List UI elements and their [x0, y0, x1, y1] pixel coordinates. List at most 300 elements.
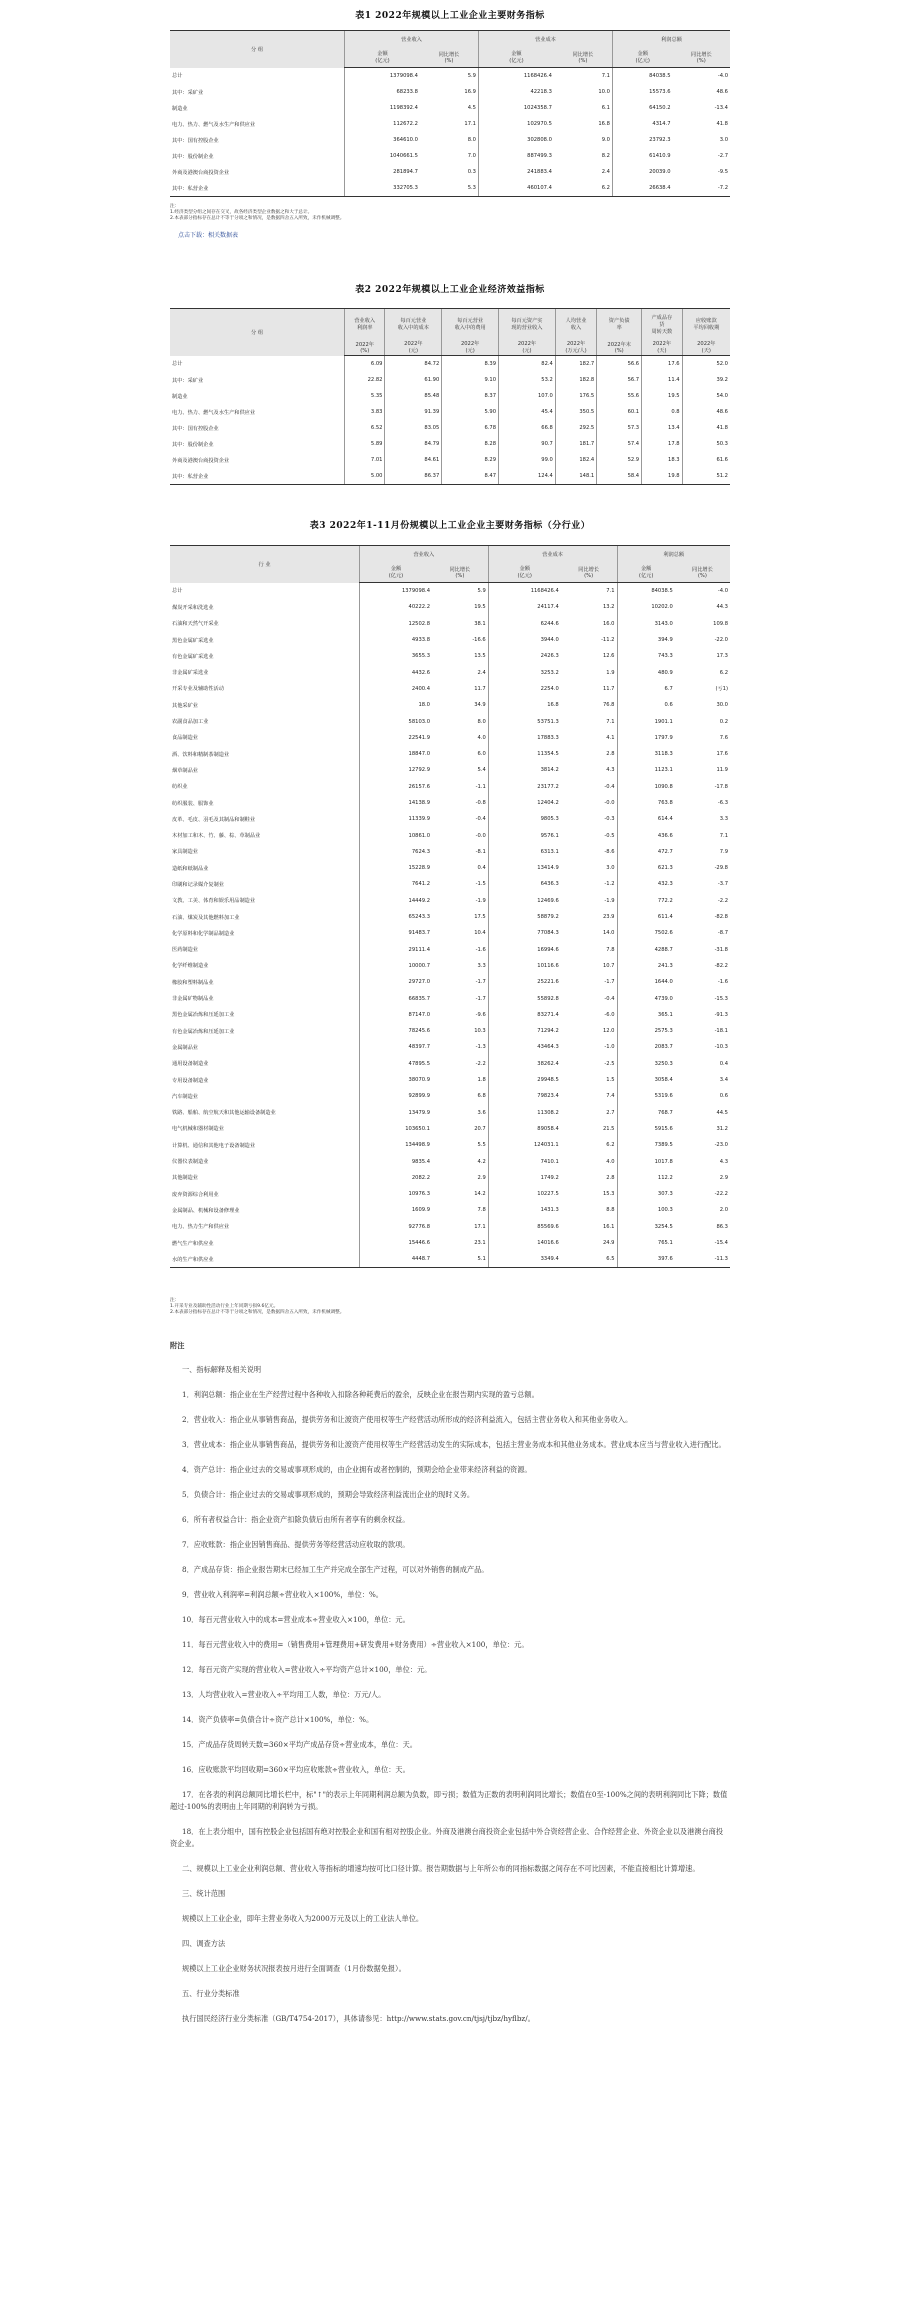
- cell-value: 5.1: [432, 1251, 488, 1268]
- row-label: 外商及港澳台商投资企业: [172, 457, 230, 464]
- cell-value: 1431.3: [488, 1202, 561, 1218]
- row-label: 金属制品、机械和设备修理业: [172, 1207, 240, 1214]
- cell-value: 15446.6: [360, 1235, 433, 1251]
- cell-value: 38262.4: [488, 1056, 561, 1072]
- table1-col-head: 分 组: [170, 31, 345, 68]
- table-row: [170, 404, 730, 420]
- cell-value: 83271.4: [488, 1007, 561, 1023]
- table2-unit: 2022年末 (%): [597, 339, 642, 356]
- cell-value: 18.3: [642, 452, 682, 468]
- cell-value: 64150.2: [612, 100, 672, 116]
- cell-value: -2.2: [717, 897, 728, 904]
- cell-value: -82.8: [714, 914, 728, 921]
- cell-value: -1.7: [475, 979, 486, 986]
- table2-head: 产成品存 货 周转天数: [642, 309, 682, 340]
- cell-value: 48.6: [682, 404, 730, 420]
- cell-value: 43464.3: [488, 1039, 561, 1055]
- cell-value: 2.9: [719, 1174, 728, 1181]
- table3-group-head: 利润总额: [617, 546, 730, 563]
- cell-value: -8.7: [717, 930, 728, 937]
- table-row: [170, 420, 730, 436]
- cell-value: 16994.6: [488, 942, 561, 958]
- table-row: [170, 1202, 730, 1218]
- cell-value: 12404.2: [488, 795, 561, 811]
- cell-value: 86.37: [385, 468, 442, 485]
- cell-value: 4739.0: [617, 990, 675, 1006]
- cell-value: 13414.9: [488, 860, 561, 876]
- cell-value: -2.5: [604, 1060, 615, 1067]
- download-link[interactable]: 点击下载：相关数据表: [178, 232, 239, 239]
- cell-value: 5.00: [345, 468, 385, 485]
- cell-value: 17.5: [474, 914, 486, 921]
- cell-value: 79823.4: [488, 1088, 561, 1104]
- row-label: 计算机、通信和其他电子设备制造业: [172, 1142, 256, 1149]
- table-row: [170, 468, 730, 485]
- annex-paragraph: 17．在各表的利润总额同比增长栏中，标"↑"的表示上年同期利润总额为负数，即亏损；数值为正数的表明利润同比增长；数值在0至-100%之间的表明利润同比下降；数值超过-100%的表明由上年同期的利润转为亏损。: [170, 1790, 728, 1811]
- cell-value: 102970.5: [478, 116, 553, 132]
- cell-value: -4.0: [717, 73, 728, 79]
- row-label: 烟草制品业: [172, 767, 198, 774]
- cell-value: 19.5: [474, 604, 486, 611]
- cell-value: 765.1: [617, 1235, 675, 1251]
- cell-value: 61410.9: [612, 148, 672, 164]
- row-label: 农副食品加工业: [172, 719, 209, 726]
- row-label: 医药制造业: [172, 947, 198, 954]
- cell-value: 3143.0: [617, 616, 675, 632]
- row-label: 木材加工和木、竹、藤、棕、草制品业: [172, 833, 261, 840]
- table-row: [170, 746, 730, 762]
- table-row: [170, 876, 730, 892]
- cell-value: 148.1: [555, 468, 596, 485]
- table-row: [170, 990, 730, 1006]
- cell-value: 65243.3: [360, 909, 433, 925]
- cell-value: 86.3: [716, 1223, 728, 1230]
- cell-value: -1.6: [717, 979, 728, 986]
- table2-head: 应收账款 平均回收期: [682, 309, 730, 340]
- row-label: 汽车制造业: [172, 1093, 198, 1100]
- row-label: 家具制造业: [172, 849, 198, 856]
- cell-value: 7.01: [345, 452, 385, 468]
- cell-value: 12502.8: [360, 616, 433, 632]
- row-label: 非金属矿物制品业: [172, 996, 214, 1003]
- table-row: [170, 860, 730, 876]
- cell-value: 3.4: [719, 1077, 728, 1084]
- cell-value: 58.4: [597, 468, 642, 485]
- table-row: [170, 681, 730, 697]
- row-label: 造纸和纸制品业: [172, 865, 209, 872]
- cell-value: 20039.0: [612, 164, 672, 180]
- cell-value: 3118.3: [617, 746, 675, 762]
- cell-value: 7.0: [467, 153, 476, 159]
- table1-group-head: 营业收入: [345, 31, 479, 48]
- cell-value: 182.7: [555, 356, 596, 373]
- cell-value: 23.9: [602, 914, 615, 921]
- cell-value: 16.1: [602, 1223, 615, 1230]
- table2-col-head: 分 组: [170, 309, 345, 356]
- table2-unit: 2022年 (元): [385, 339, 442, 356]
- cell-value: 55.6: [597, 388, 642, 404]
- cell-value: 10861.0: [360, 827, 433, 843]
- cell-value: -17.8: [714, 783, 728, 790]
- cell-value: 89058.4: [488, 1121, 561, 1137]
- table2-head: 每百元资产实 现的营业收入: [499, 309, 556, 340]
- table1-group-head: 营业成本: [478, 31, 612, 48]
- table-row: [170, 116, 730, 132]
- cell-value: -2.2: [475, 1060, 486, 1067]
- cell-value: 1040661.5: [345, 148, 420, 164]
- cell-value: 58879.2: [488, 909, 561, 925]
- row-label: 皮革、毛皮、羽毛及其制品和制鞋业: [172, 816, 256, 823]
- cell-value: 292.5: [555, 420, 596, 436]
- cell-value: 17.8: [642, 436, 682, 452]
- cell-value: 17.3: [716, 653, 728, 660]
- cell-value: 8.37: [442, 388, 499, 404]
- cell-value: 241883.4: [478, 164, 553, 180]
- cell-value: 365.1: [617, 1007, 675, 1023]
- cell-value: -1.7: [604, 979, 615, 986]
- cell-value: 21.5: [602, 1125, 615, 1132]
- row-label: 其中：股份制企业: [172, 153, 214, 160]
- row-label: 电力、热力生产和供应业: [172, 1224, 230, 1231]
- cell-value: 39.2: [682, 372, 730, 388]
- table-row: [170, 1153, 730, 1169]
- cell-value: 3655.3: [360, 648, 433, 664]
- cell-value: 18847.0: [360, 746, 433, 762]
- note-line: 2.本表部分指标存在总计不等于分项之和情况，是数据四舍五入所致，未作机械调整。: [170, 1310, 345, 1315]
- cell-value: 2.9: [477, 1174, 486, 1181]
- cell-value: 2082.2: [360, 1170, 433, 1186]
- table-row: [170, 100, 730, 116]
- row-label: 其中：私营企业: [170, 180, 345, 197]
- annex-paragraph: 16．应收账款平均回收期=360×平均应收账款÷营业收入，单位：天。: [182, 1765, 410, 1774]
- row-label: 石油和天然气开采业: [172, 621, 219, 628]
- table1-title: 表1 2022年规模以上工业企业主要财务指标: [355, 11, 545, 21]
- cell-value: 26638.4: [612, 180, 672, 197]
- cell-value: 45.4: [499, 404, 556, 420]
- cell-value: 23792.3: [612, 132, 672, 148]
- cell-value: 55892.8: [488, 990, 561, 1006]
- table-row: [170, 762, 730, 778]
- cell-value: 7.1: [601, 73, 610, 79]
- cell-value: 7.4: [606, 1093, 615, 1100]
- table3-notes: [170, 1298, 730, 1316]
- table-row: [170, 148, 730, 164]
- cell-value: 19.5: [642, 388, 682, 404]
- row-label: 纺织服装、服饰业: [172, 800, 214, 807]
- row-label: 酒、饮料和精制茶制造业: [172, 751, 230, 758]
- table-row: [170, 1186, 730, 1202]
- cell-value: -91.3: [714, 1011, 728, 1018]
- row-label: 煤炭开采和洗选业: [172, 604, 214, 611]
- table-row: [170, 583, 730, 600]
- row-label: 橡胶和塑料制品业: [172, 979, 214, 986]
- cell-value: 76.8: [602, 702, 615, 709]
- cell-value: 6.0: [477, 751, 486, 758]
- cell-value: 53751.3: [488, 713, 561, 729]
- cell-value: 6244.6: [488, 616, 561, 632]
- cell-value: 8.47: [442, 468, 499, 485]
- row-label: 其他采矿业: [172, 702, 198, 709]
- table3-sub-head: 同比增长 (%): [675, 562, 730, 583]
- cell-value: 57.4: [597, 436, 642, 452]
- cell-value: 4.0: [477, 734, 486, 741]
- table-row: [170, 1007, 730, 1023]
- table-row: [170, 616, 730, 632]
- row-label: 纺织业: [172, 784, 188, 791]
- annex-paragraph: 四、调查方法: [182, 1939, 226, 1948]
- cell-value: 4288.7: [617, 942, 675, 958]
- cell-value: 3814.2: [488, 762, 561, 778]
- cell-value: 83.05: [385, 420, 442, 436]
- cell-value: 22.82: [345, 372, 385, 388]
- cell-value: 17.1: [464, 121, 476, 127]
- cell-value: -29.8: [714, 865, 728, 872]
- note-line: 1.开采专业及辅助性活动行业上年同期亏损9.6亿元。: [170, 1304, 279, 1309]
- cell-value: 109.8: [713, 620, 728, 627]
- annex-paragraph: 15．产成品存货周转天数=360×平均产成品存货÷营业成本，单位：天。: [182, 1740, 417, 1749]
- cell-value: 1198392.4: [345, 100, 420, 116]
- table-row: [170, 1219, 730, 1235]
- table1-sub-head: 金额 (亿元): [612, 47, 672, 68]
- cell-value: 10.4: [474, 930, 486, 937]
- cell-value: -0.4: [604, 995, 615, 1002]
- cell-value: 2083.7: [617, 1039, 675, 1055]
- cell-value: 53.2: [499, 372, 556, 388]
- cell-value: 20.7: [474, 1125, 486, 1132]
- cell-value: 8.28: [442, 436, 499, 452]
- cell-value: 1.5: [606, 1077, 615, 1084]
- cell-value: 332705.3: [345, 180, 420, 197]
- cell-value: 15.3: [602, 1191, 615, 1198]
- cell-value: 50.3: [682, 436, 730, 452]
- cell-value: 38.1: [474, 620, 486, 627]
- cell-value: 2.0: [719, 1207, 728, 1214]
- cell-value: 6313.1: [488, 844, 561, 860]
- cell-value: 0.6: [617, 697, 675, 713]
- cell-value: 11308.2: [488, 1105, 561, 1121]
- table-row: [170, 632, 730, 648]
- cell-value: 12469.6: [488, 893, 561, 909]
- cell-value: 350.5: [555, 404, 596, 420]
- table3: [170, 545, 730, 1268]
- cell-value: 71294.2: [488, 1023, 561, 1039]
- cell-value: 7624.3: [360, 844, 433, 860]
- table-row: [170, 388, 730, 404]
- cell-value: 17.6: [642, 356, 682, 373]
- cell-value: 29727.0: [360, 974, 433, 990]
- cell-value: 7.1: [606, 588, 615, 595]
- table2-unit: 2022年 (元): [442, 339, 499, 356]
- cell-value: -1.9: [475, 897, 486, 904]
- table3-sub-head: 金额 (亿元): [360, 562, 433, 583]
- cell-value: 4.5: [467, 105, 476, 111]
- cell-value: -9.5: [717, 169, 728, 175]
- table2-unit: 2022年 (万元/人): [555, 339, 596, 356]
- table-row: [170, 958, 730, 974]
- cell-value: 0.8: [642, 404, 682, 420]
- table2-head: 每百元营业 收入中的费用: [442, 309, 499, 340]
- cell-value: 2254.0: [488, 681, 561, 697]
- row-label: 水的生产和供应业: [170, 1251, 360, 1268]
- table-row: [170, 974, 730, 990]
- cell-value: 743.3: [617, 648, 675, 664]
- table-row: [170, 180, 730, 197]
- cell-value: -2.7: [717, 153, 728, 159]
- cell-value: 13.4: [642, 420, 682, 436]
- cell-value: 1609.9: [360, 1202, 433, 1218]
- cell-value: 4.3: [606, 767, 615, 774]
- annex-paragraph: 18．在上表分组中，国有控股企业包括国有绝对控股企业和国有相对控股企业。外商及港澳台商投资企业包括中外合资经营企业、合作经营企业、外资企业以及港澳台商投资企业。: [170, 1827, 724, 1848]
- annex-paragraph: 9．营业收入利润率=利润总额÷营业收入×100%，单位：%。: [182, 1590, 383, 1599]
- table3-sub-head: 金额 (亿元): [617, 562, 675, 583]
- table-row: [170, 1039, 730, 1055]
- cell-value: 9805.3: [488, 811, 561, 827]
- cell-value: 614.4: [617, 811, 675, 827]
- table-row: [170, 164, 730, 180]
- cell-value: 6.2: [719, 669, 728, 676]
- cell-value: 480.9: [617, 664, 675, 680]
- annex-paragraph: 3．营业成本：指企业从事销售商品，提供劳务和让渡资产使用权等生产经营活动发生的实际成本，包括主营业务成本和其他业务成本。营业成本应当与营业收入进行配比。: [182, 1440, 726, 1449]
- table-row: [170, 795, 730, 811]
- cell-value: 51.2: [682, 468, 730, 485]
- cell-value: 3.3: [477, 962, 486, 969]
- cell-value: 281894.7: [345, 164, 420, 180]
- row-label: 电力、热力、燃气及水生产和供应业: [172, 121, 256, 128]
- cell-value: 13.5: [474, 653, 486, 660]
- cell-value: 3944.0: [488, 632, 561, 648]
- row-label: 总计: [172, 361, 183, 368]
- note-line: 2.本表部分指标存在总计不等于分项之和情况，是数据四舍五入所致，未作机械调整。: [170, 216, 345, 221]
- cell-value: 41.8: [716, 121, 728, 127]
- table2: [170, 308, 730, 485]
- cell-value: 124.4: [499, 468, 556, 485]
- cell-value: 9.0: [601, 137, 610, 143]
- cell-value: 394.9: [617, 632, 675, 648]
- cell-value: 29111.4: [360, 942, 433, 958]
- cell-value: 7.1: [719, 832, 728, 839]
- cell-value: 107.0: [499, 388, 556, 404]
- cell-value: -0.0: [475, 832, 486, 839]
- table-row: [170, 730, 730, 746]
- cell-value: 887499.3: [478, 148, 553, 164]
- cell-value: -31.8: [714, 946, 728, 953]
- cell-value: 8.0: [477, 718, 486, 725]
- table2-head: 人均营业 收入: [555, 309, 596, 340]
- table-row: [170, 925, 730, 941]
- row-label: 总计: [172, 73, 183, 80]
- cell-value: 14449.2: [360, 893, 433, 909]
- table-row: [170, 356, 730, 373]
- cell-value: 10202.0: [617, 599, 675, 615]
- row-label: 外商及港澳台商投资企业: [172, 169, 230, 176]
- annex-paragraph: 五、行业分类标准: [182, 1989, 240, 1998]
- row-label: 石油、煤炭及其他燃料加工业: [172, 914, 240, 921]
- cell-value: 3058.4: [617, 1072, 675, 1088]
- cell-value: 11.7: [474, 685, 486, 692]
- row-label: 黑色金属矿采选业: [172, 637, 214, 644]
- cell-value: -4.0: [717, 588, 728, 595]
- cell-value: 42218.3: [478, 84, 553, 100]
- cell-value: 38070.9: [360, 1072, 433, 1088]
- cell-value: 5.35: [345, 388, 385, 404]
- cell-value: 52.9: [597, 452, 642, 468]
- table-row: [170, 372, 730, 388]
- cell-value: -13.4: [714, 105, 728, 111]
- cell-value: 1.8: [477, 1077, 486, 1084]
- row-label: 铁路、船舶、航空航天和其他运输设备制造业: [172, 1110, 276, 1117]
- cell-value: 5.4: [477, 767, 486, 774]
- table-row: [170, 1023, 730, 1039]
- cell-value: 4.2: [477, 1158, 486, 1165]
- annex-paragraph: 执行国民经济行业分类标准（GB/T4754-2017），具体请参见：http://www.stats.gov.cn/tjsj/tjbz/hyflbz/。: [182, 2014, 535, 2023]
- cell-value: 3.0: [606, 865, 615, 872]
- table3-group-head: 营业成本: [488, 546, 617, 563]
- cell-value: 84038.5: [617, 583, 675, 600]
- cell-value: 84.72: [385, 356, 442, 373]
- table-row: [170, 648, 730, 664]
- cell-value: 3349.4: [488, 1251, 561, 1268]
- row-label: 有色金属冶炼和压延加工业: [172, 1028, 235, 1035]
- cell-value: -22.0: [714, 637, 728, 644]
- cell-value: -18.1: [714, 1028, 728, 1035]
- cell-value: 364610.0: [345, 132, 420, 148]
- cell-value: 56.7: [597, 372, 642, 388]
- cell-value: 3254.5: [617, 1219, 675, 1235]
- cell-value: -8.1: [475, 848, 486, 855]
- table-row: [170, 1121, 730, 1137]
- cell-value: 5.3: [420, 180, 479, 197]
- cell-value: 6.8: [477, 1093, 486, 1100]
- cell-value: 10227.5: [488, 1186, 561, 1202]
- row-label: 非金属矿采选业: [172, 670, 209, 677]
- cell-value: 1090.8: [617, 779, 675, 795]
- cell-value: 1644.0: [617, 974, 675, 990]
- cell-value: 11.7: [602, 685, 615, 692]
- cell-value: 1168426.4: [488, 583, 561, 600]
- cell-value: 29948.5: [488, 1072, 561, 1088]
- cell-value: 34.9: [474, 702, 486, 709]
- cell-value: 8.0: [467, 137, 476, 143]
- cell-value: 25221.6: [488, 974, 561, 990]
- cell-value: 5319.6: [617, 1088, 675, 1104]
- annex-paragraph: 规模以上工业企业财务状况报表按月进行全面调查（1月份数据免报）。: [182, 1964, 406, 1973]
- cell-value: 134498.9: [360, 1137, 433, 1153]
- table-row: [170, 779, 730, 795]
- cell-value: 5.5: [477, 1142, 486, 1149]
- cell-value: 2426.3: [488, 648, 561, 664]
- cell-value: 7410.1: [488, 1153, 561, 1169]
- cell-value: 6.09: [345, 356, 385, 373]
- cell-value: 3250.3: [617, 1056, 675, 1072]
- table2-title: 表2 2022年规模以上工业企业经济效益指标: [355, 285, 545, 295]
- table-row: [170, 893, 730, 909]
- cell-value: 302808.0: [478, 132, 553, 148]
- cell-value: 397.6: [617, 1251, 675, 1268]
- table-row: [170, 1170, 730, 1186]
- row-label: 总计: [172, 588, 183, 595]
- cell-value: 17.6: [716, 751, 728, 758]
- cell-value: -1.7: [475, 995, 486, 1002]
- table-row: [170, 664, 730, 680]
- cell-value: 61.90: [385, 372, 442, 388]
- cell-value: 1.9: [606, 669, 615, 676]
- row-label: 燃气生产和供应业: [172, 1240, 214, 1247]
- table-row: [170, 827, 730, 843]
- cell-value: 78245.6: [360, 1023, 433, 1039]
- cell-value: 307.3: [617, 1186, 675, 1202]
- cell-value: 112672.2: [345, 116, 420, 132]
- row-label: 化学纤维制造业: [172, 963, 209, 970]
